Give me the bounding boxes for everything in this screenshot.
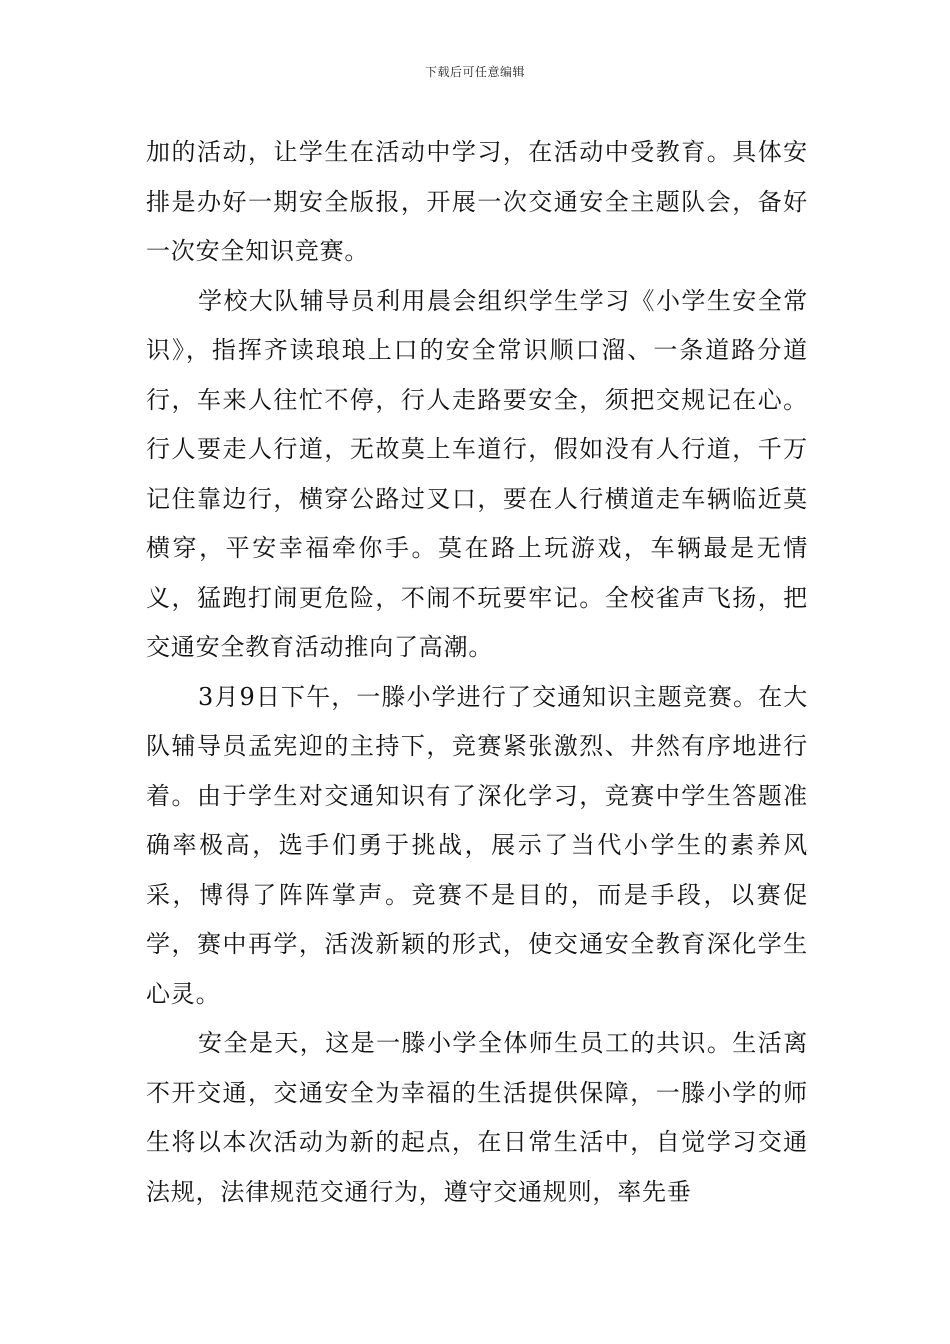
paragraph-1: 加的活动，让学生在活动中学习，在活动中受教育。具体安排是办好一期安全版报，开展一次交通安全主题队会，备好一次安全知识竞赛。 — [146, 138, 808, 265]
paragraph-3: 3月9日下午，一滕小学进行了交通知识主题竞赛。在大队辅导员孟宪迎的主持下，竞赛紧张激烈、井然有序地进行着。由于学生对交通知识有了深化学习，竞赛中学生答题准确率极高，选手们勇于挑战，展示了当代小学生的素养风采，博得了阵阵掌声。竞赛不是目的，而是手段，以赛促学，赛中再学，活泼新颖的形式，使交通安全教育深化学生心灵。 — [146, 682, 808, 1008]
paragraph-4: 安全是天，这是一滕小学全体师生员工的共识。生活离不开交通，交通安全为幸福的生活提供保障，一滕小学的师生将以本次活动为新的起点，在日常生活中，自觉学习交通法规，法律规范交通行为，遵守交通规则，率先垂 — [146, 1029, 808, 1206]
document-body — [146, 128, 808, 1217]
page-header: 下载后可任意编辑 — [424, 65, 525, 79]
paragraph-2: 学校大队辅导员利用晨会组织学生学习《小学生安全常识》，指挥齐读琅琅上口的安全常识顺口溜、一条道路分道行，车来人往忙不停，行人走路要安全，须把交规记在心。行人要走人行道，无故莫上车道行，假如没有人行道，千万记住靠边行，横穿公路过叉口，要在人行横道走车辆临近莫横穿，平安幸福牵你手。莫在路上玩游戏，车辆最是无情义，猛跑打闹更危险，不闹不玩要牢记。全校雀声飞扬，把交通安全教育活动推向了高潮。 — [146, 286, 808, 661]
